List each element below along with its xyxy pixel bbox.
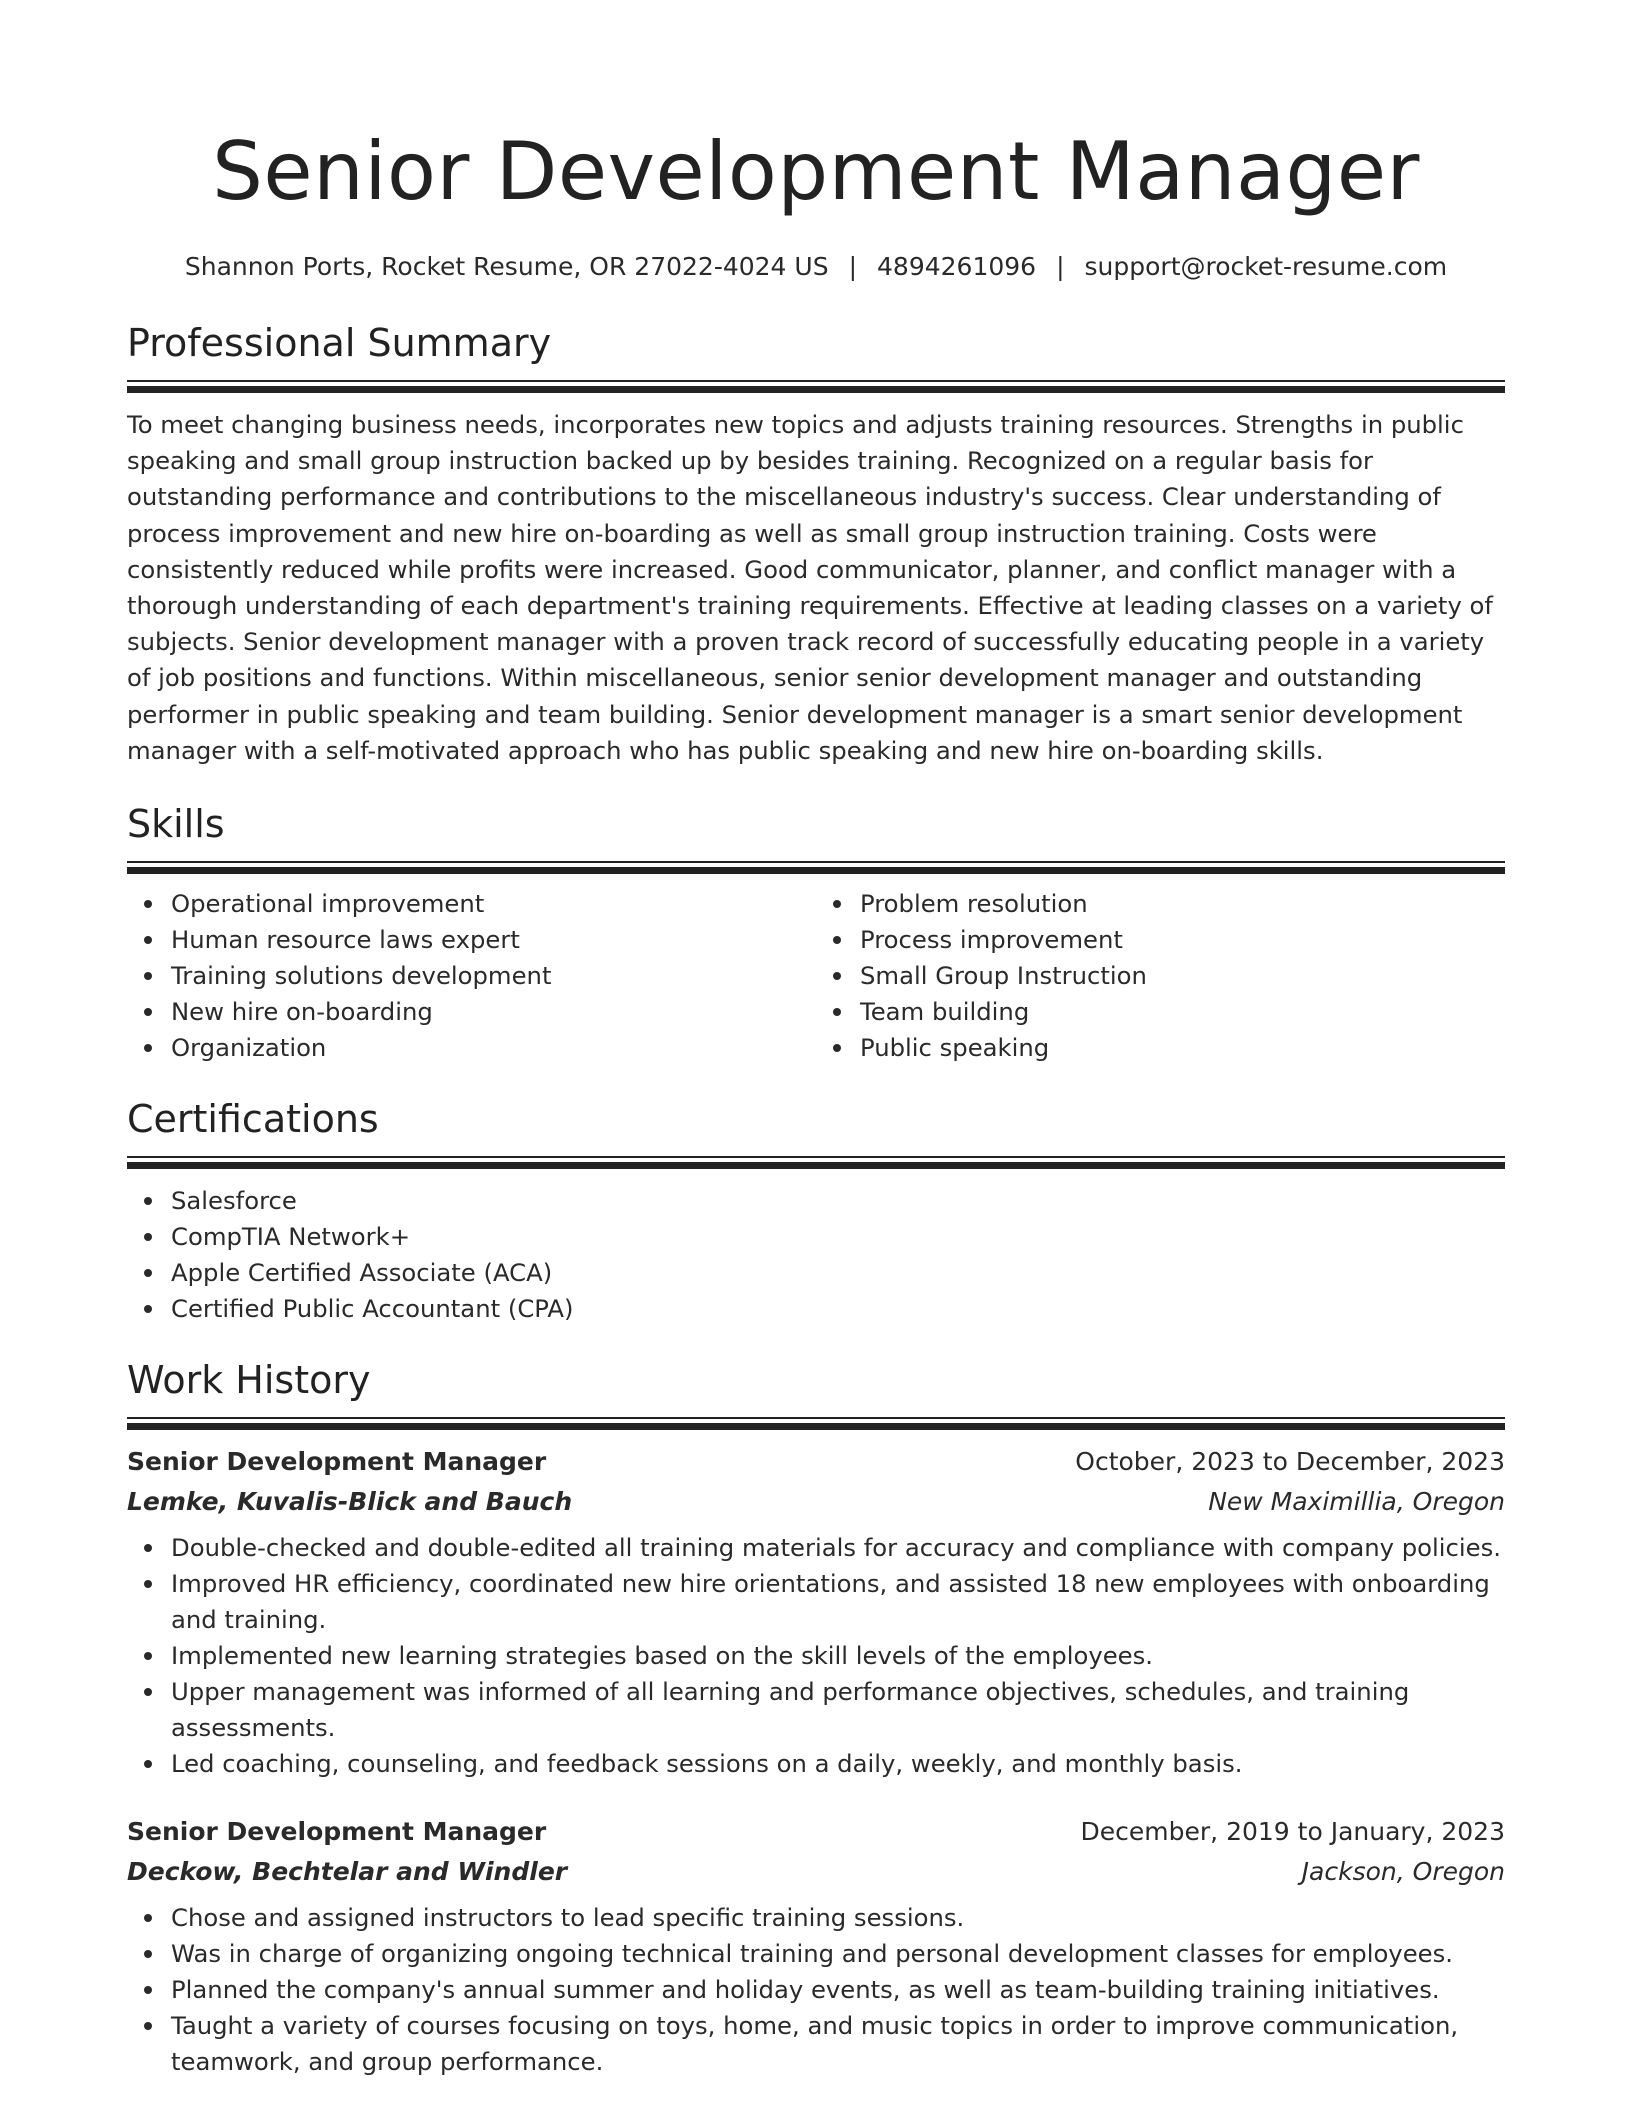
contact-separator: |: [1056, 252, 1065, 281]
skill-item: Team building: [816, 994, 1505, 1030]
job-bullet: Implemented new learning strategies based on the skill levels of the employees.: [127, 1638, 1505, 1674]
section-divider: [127, 1156, 1505, 1169]
job-company: Lemke, Kuvalis-Blick and Bauch: [127, 1487, 573, 1517]
skill-item: Training solutions development: [127, 958, 816, 994]
resume-title: Senior Development Manager: [212, 125, 1420, 218]
job-title: Senior Development Manager: [127, 1447, 547, 1477]
certification-item: Certified Public Accountant (CPA): [127, 1291, 1505, 1327]
skill-item: Public speaking: [816, 1030, 1505, 1066]
job-bullet: Double-checked and double-edited all training materials for accuracy and compliance with company policies.: [127, 1530, 1505, 1566]
skills-heading: Skills: [127, 802, 225, 847]
skill-item: Human resource laws expert: [127, 922, 816, 958]
skills-grid: [127, 886, 1505, 1066]
job-bullet: Taught a variety of courses focusing on toys, home, and music topics in order to improve communication, teamwork, and group performance.: [127, 2008, 1505, 2080]
summary-text: To meet changing business needs, incorporates new topics and adjusts training resources. Strengths in public speaking and small group instruction backed up by besides training. Recognized on a regular basis for outstanding performance and contributions to the miscellaneous industry's success. Clear understanding of process improvement and new hire on-boarding as well as small group instruction training. Costs were consistently reduced while profits were increased. Good communicator, planner, and conflict manager with a thorough understanding of each department's training requirements. Effective at leading classes on a variety of subjects. Senior development manager with a proven track record of successfully educating people in a variety of job positions and functions. Within miscellaneous, senior senior development manager and outstanding performer in public speaking and team building. Senior development manager is a smart senior development manager with a self-motivated approach who has public speaking and new hire on-boarding skills.: [127, 410, 1493, 765]
job-entry: [127, 1442, 1505, 1782]
skill-item: Small Group Instruction: [816, 958, 1505, 994]
certifications-list: [127, 1183, 1505, 1327]
certifications-heading: Certifications: [127, 1097, 379, 1142]
certification-item: CompTIA Network+: [127, 1219, 1505, 1255]
job-header: [127, 1442, 1505, 1482]
job-bullets: [127, 1900, 1505, 2080]
job-bullet: Improved HR efficiency, coordinated new hire orientations, and assisted 18 new employees with onboarding and training.: [127, 1566, 1505, 1638]
section-divider: [127, 861, 1505, 874]
job-bullet: Planned the company's annual summer and holiday events, as well as team-building training initiatives.: [127, 1972, 1505, 2008]
summary-heading: Professional Summary: [127, 321, 552, 365]
skill-item: Organization: [127, 1030, 816, 1066]
job-subheader: [127, 1852, 1505, 1892]
skills-column-left: [127, 886, 816, 1066]
job-bullet: Was in charge of organizing ongoing technical training and personal development classes for employees.: [127, 1936, 1505, 1972]
summary-section: [127, 318, 1505, 769]
section-divider: [127, 380, 1505, 393]
contact-phone: 4894261096: [877, 252, 1037, 281]
certification-item: Apple Certified Associate (ACA): [127, 1255, 1505, 1291]
contact-email: support@rocket-resume.com: [1084, 252, 1448, 281]
job-location: New Maximillia, Oregon: [1208, 1487, 1505, 1517]
job-subheader: [127, 1482, 1505, 1522]
skill-item: New hire on-boarding: [127, 994, 816, 1030]
job-header: [127, 1812, 1505, 1852]
contact-separator: |: [848, 252, 858, 281]
job-entry: [127, 1812, 1505, 2080]
work-history-heading: Work History: [127, 1358, 371, 1403]
contact-address: Shannon Ports, Rocket Resume, OR 27022-4024 US: [184, 252, 829, 281]
certification-item: Salesforce: [127, 1183, 1505, 1219]
contact-line: [127, 250, 1505, 284]
job-bullet: Upper management was informed of all learning and performance objectives, schedules, and training assessments.: [127, 1674, 1505, 1746]
work-history-section: [127, 1355, 1505, 2080]
job-bullets: [127, 1530, 1505, 1782]
job-bullet: Led coaching, counseling, and feedback sessions on a daily, weekly, and monthly basis.: [127, 1746, 1505, 1782]
job-dates: October, 2023 to December, 2023: [1075, 1447, 1505, 1477]
section-divider: [127, 1417, 1505, 1430]
job-dates: December, 2019 to January, 2023: [1080, 1817, 1505, 1847]
job-location: Jackson, Oregon: [1301, 1857, 1505, 1887]
skills-section: [127, 799, 1505, 1066]
job-bullet: Chose and assigned instructors to lead specific training sessions.: [127, 1900, 1505, 1936]
skill-item: Process improvement: [816, 922, 1505, 958]
skill-item: Operational improvement: [127, 886, 816, 922]
skills-column-right: [816, 886, 1505, 1066]
job-company: Deckow, Bechtelar and Windler: [127, 1857, 568, 1887]
certifications-section: [127, 1094, 1505, 1327]
skill-item: Problem resolution: [816, 886, 1505, 922]
job-title: Senior Development Manager: [127, 1817, 547, 1847]
